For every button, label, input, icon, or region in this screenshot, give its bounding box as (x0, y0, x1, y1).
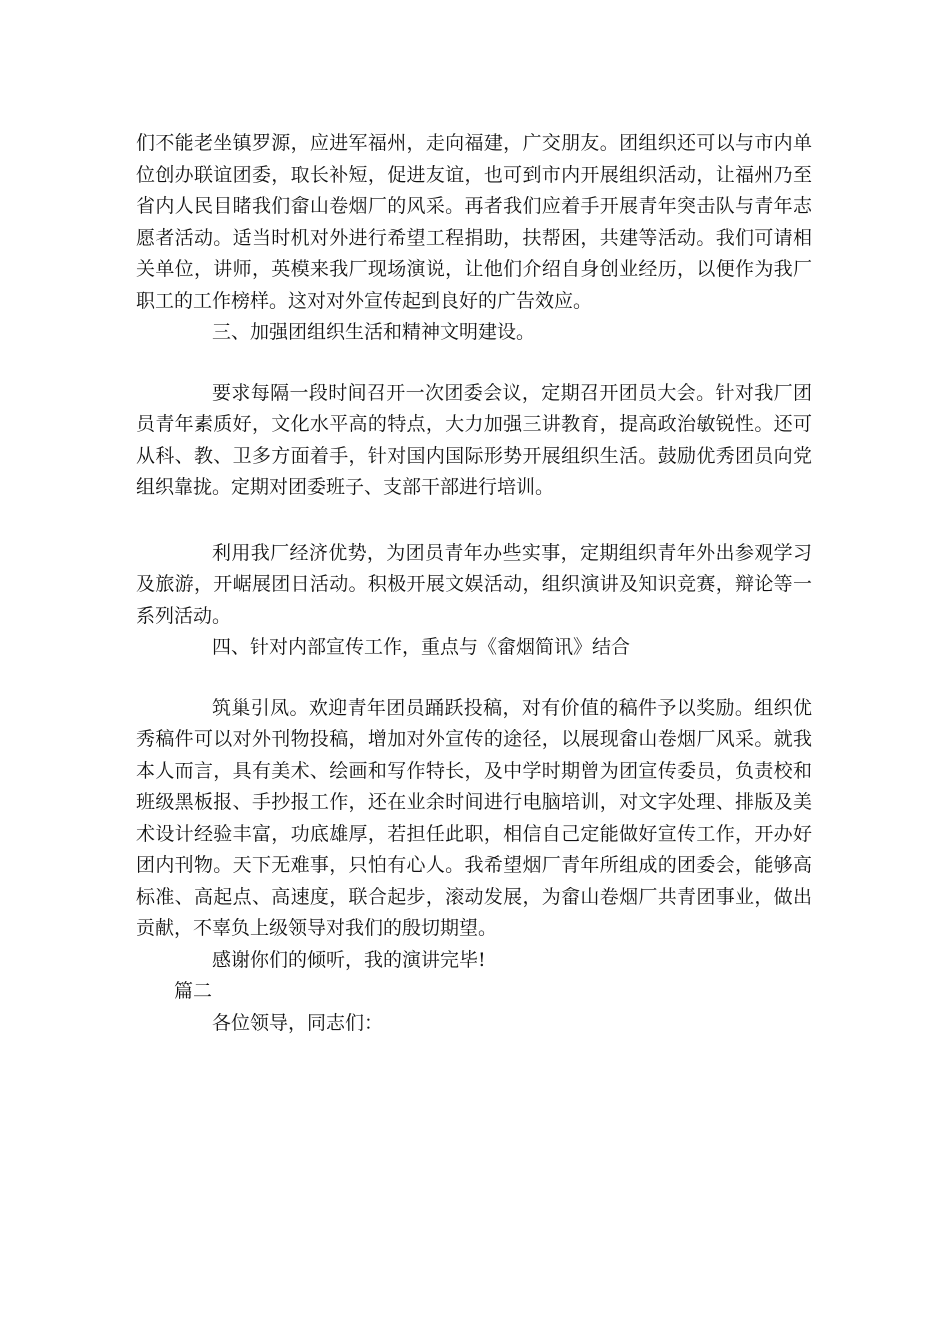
paragraph-external-publicity: 们不能老坐镇罗源，应进军福州，走向福建，广交朋友。团组织还可以与市内单位创办联谊团委，取长补短，促进友谊，也可到市内开展组织活动，让福州乃至省内人民目睹我们畲山卷烟厂的风采。再者我们应着手开展青年突击队与青年志愿者活动。适当时机对外进行希望工程捐助，扶帮困，共建等活动。我们可请相关单位，讲师，英模来我厂现场演说，让他们介绍自身创业经历，以便作为我厂职工的工作榜样。这对对外宣传起到良好的广告效应。 (136, 132, 812, 312)
document-body (136, 128, 812, 1039)
paragraph-league-meetings: 要求每隔一段时间召开一次团委会议，定期召开团员大会。针对我厂团员青年素质好，文化水平高的特点，大力加强三讲教育，提高政治敏锐性。还可从科、教、卫多方面着手，针对国内国际形势开展组织生活。鼓励优秀团员向党组织靠拢。定期对团委班子、支部干部进行培训。 (136, 381, 812, 498)
section-label-part-two: 篇二 (174, 980, 213, 1002)
section-heading-four: 四、针对内部宣传工作，重点与《畲烟简讯》结合 (212, 636, 631, 658)
paragraph-internal-publicity: 筑巢引凤。欢迎青年团员踊跃投稿，对有价值的稿件予以奖励。组织优秀稿件可以对外刊物投稿，增加对外宣传的途径，以展现畲山卷烟厂风采。就我本人而言，具有美术、绘画和写作特长，及中学时期曾为团宣传委员，负责校和班级黑板报、手抄报工作，还在业余时间进行电脑培训，对文字处理、排版及美术设计经验丰富，功底雄厚，若担任此职，相信自己定能做好宣传工作，开办好团内刊物。天下无难事，只怕有心人。我希望烟厂青年所组成的团委会，能够高标准、高起点、高速度，联合起步，滚动发展，为畲山卷烟厂共青团事业，做出贡献，不辜负上级领导对我们的殷切期望。 (136, 696, 812, 939)
salutation: 各位领导，同志们： (212, 1011, 384, 1034)
closing-thanks: 感谢你们的倾听，我的演讲完毕! (212, 948, 486, 971)
section-heading-three: 三、加强团组织生活和精神文明建设。 (212, 321, 536, 343)
paragraph-youth-activities: 利用我厂经济优势，为团员青年办些实事，定期组织青年外出参观学习及旅游，开崌展团日活动。积极开展文娱活动，组织演讲及知识竞赛，辩论等一系列活动。 (136, 541, 812, 627)
